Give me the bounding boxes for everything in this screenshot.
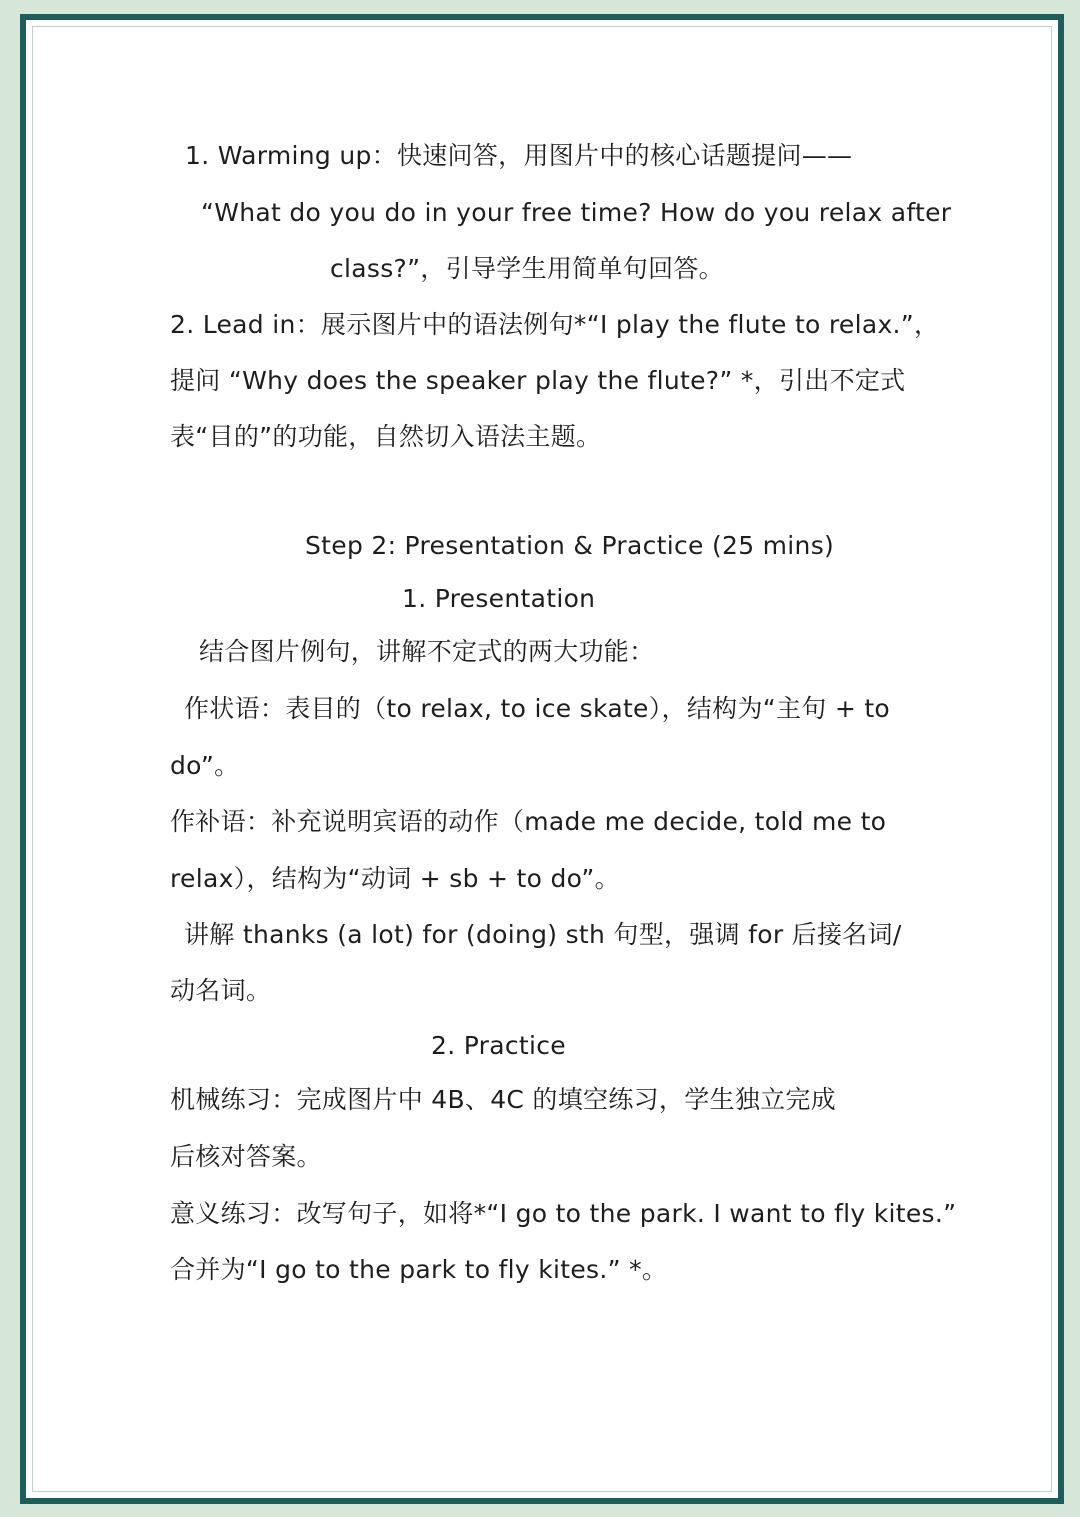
page-content	[32, 26, 1052, 1492]
warming-up-line-3: class?”，引导学生用简单句回答。	[330, 254, 724, 283]
mechanical-practice-line-2: 后核对答案。	[170, 1142, 322, 1171]
mechanical-practice-line-1: 机械练习：完成图片中 4B、4C 的填空练习，学生独立完成	[170, 1085, 837, 1114]
meaningful-practice-line-2: 合并为“I go to the park to fly kites.” *。	[170, 1255, 668, 1284]
lead-in-line-1: 2. Lead in：展示图片中的语法例句*“I play the flute to relax.”，	[170, 310, 940, 339]
warming-up-line-1: 1. Warming up：快速问答，用图片中的核心话题提问——	[185, 141, 853, 170]
step-2-heading: Step 2: Presentation & Practice (25 mins)	[305, 531, 835, 560]
complement-line-1: 作补语：补充说明宾语的动作（made me decide, told me to	[170, 807, 887, 836]
page-frame	[20, 14, 1064, 1504]
presentation-heading: 1. Presentation	[402, 584, 596, 613]
complement-line-2: relax），结构为“动词 + sb + to do”。	[170, 864, 620, 893]
lead-in-line-2: 提问 “Why does the speaker play the flute?” *，引出不定式	[170, 366, 906, 395]
warming-up-line-2: “What do you do in your free time? How do you relax after	[201, 198, 952, 227]
adverbial-line-1: 作状语：表目的（to relax, to ice skate），结构为“主句 + to	[184, 694, 891, 723]
thanks-pattern-line-2: 动名词。	[170, 976, 272, 1005]
adverbial-line-2: do”。	[170, 751, 240, 780]
presentation-intro: 结合图片例句，讲解不定式的两大功能：	[199, 637, 655, 666]
lead-in-line-3: 表“目的”的功能，自然切入语法主题。	[170, 422, 602, 451]
practice-heading: 2. Practice	[431, 1031, 566, 1060]
meaningful-practice-line-1: 意义练习：改写句子，如将*“I go to the park. I want to fly kites.”	[170, 1199, 957, 1228]
thanks-pattern-line-1: 讲解 thanks (a lot) for (doing) sth 句型，强调 for 后接名词/	[184, 920, 902, 949]
